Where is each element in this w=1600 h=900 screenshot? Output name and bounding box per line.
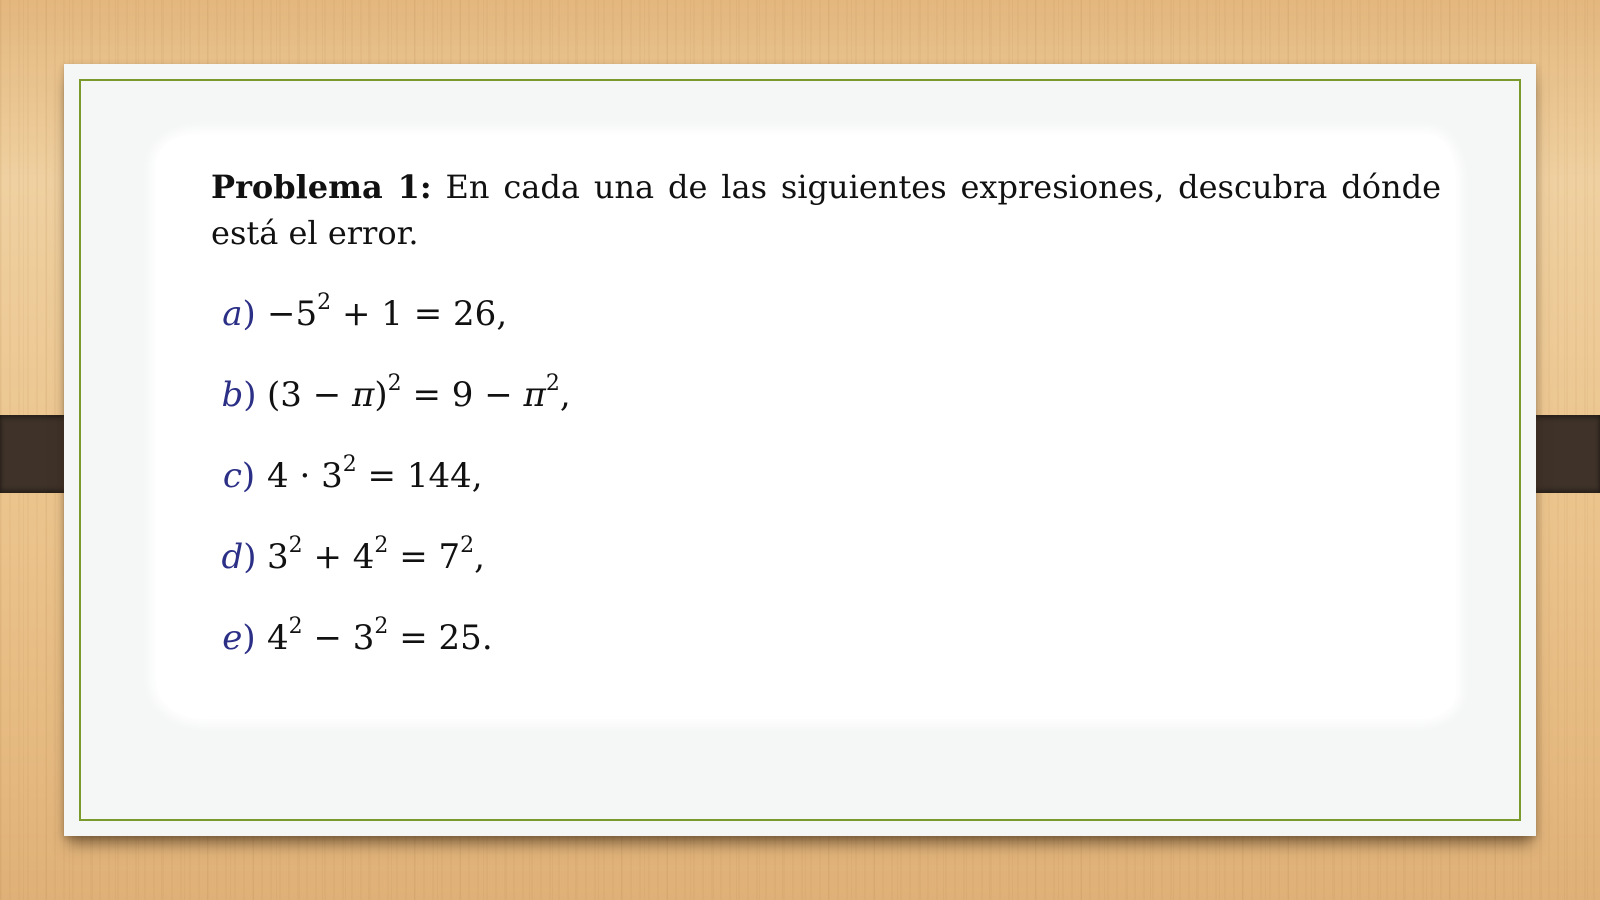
expression-list (211, 290, 1441, 699)
problem-content (211, 164, 1441, 699)
item-letter: d (221, 537, 244, 577)
problem-title: Problema 1: (211, 168, 432, 206)
slide-paper (64, 64, 1536, 836)
item-label (211, 456, 267, 496)
math-expression: $4 \cdot 3^2 = 144$, (267, 452, 483, 496)
item-letter: b (221, 375, 244, 415)
item-letter: a (222, 294, 243, 334)
item-label (211, 294, 267, 334)
item-paren: ) (242, 618, 256, 658)
item-paren: ) (243, 537, 257, 577)
math-expression: $(3 - \pi)^2 = 9 - \pi^2$, (267, 371, 571, 415)
item-letter: c (222, 456, 242, 496)
math-expression: $3^2 + 4^2 = 7^2$, (267, 533, 485, 577)
item-paren: ) (242, 294, 256, 334)
expression-item (211, 371, 1441, 456)
expression-item (211, 533, 1441, 618)
item-label (211, 618, 267, 658)
item-letter: e (222, 618, 243, 658)
item-label (211, 537, 267, 577)
expression-item (211, 290, 1441, 375)
expression-item (211, 614, 1441, 699)
item-paren: ) (241, 456, 256, 496)
problem-text: En cada una de las siguientes expresiones, descubra dónde está el error. (211, 168, 1442, 252)
item-paren: ) (243, 375, 257, 415)
math-expression: $-5^2 + 1 = 26$, (267, 290, 508, 334)
math-expression: $4^2 - 3^2 = 25$. (267, 614, 493, 658)
problem-statement (211, 164, 1441, 256)
expression-item (211, 452, 1441, 537)
item-label (211, 375, 267, 415)
